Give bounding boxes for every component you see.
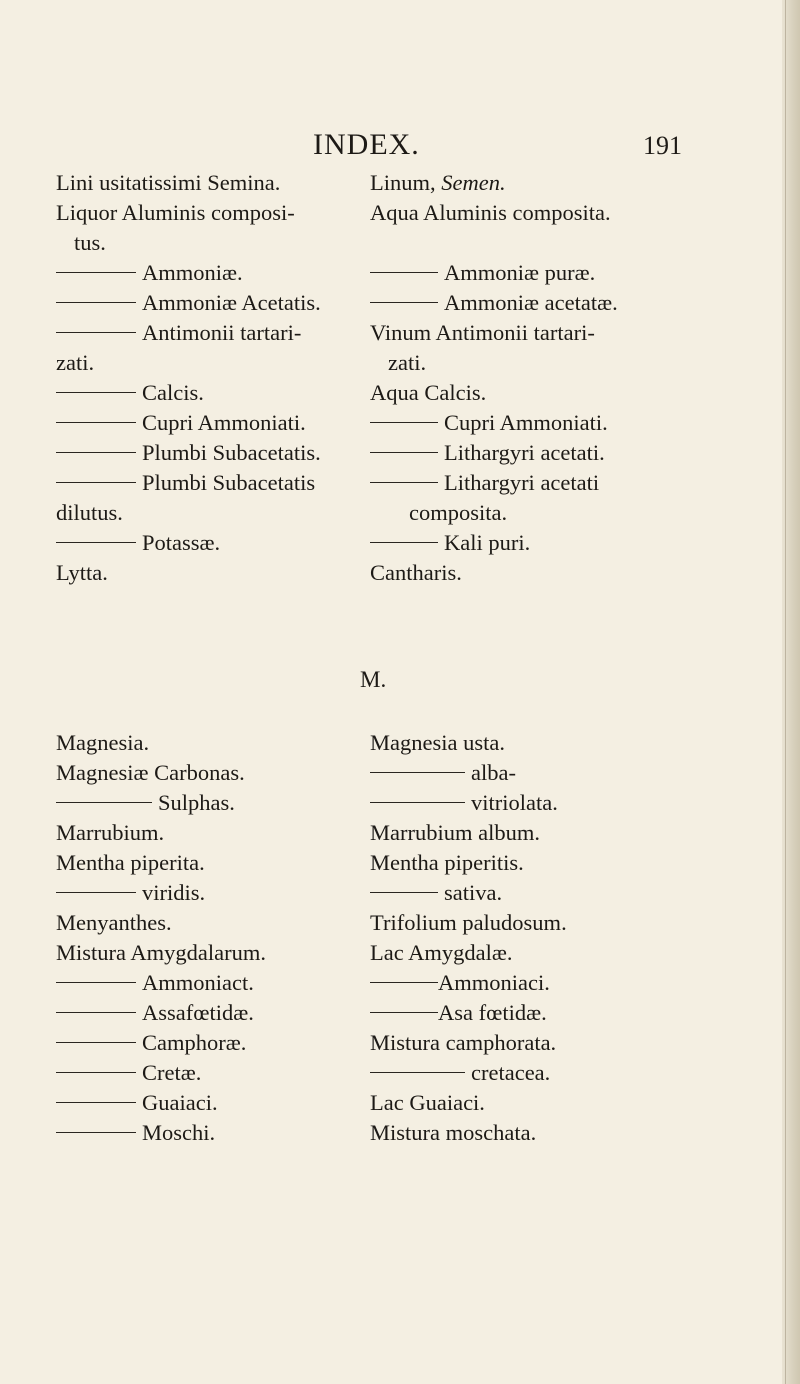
former-name: Lac Guaiaci. [370,1090,485,1115]
index-row [0,788,780,818]
official-name: Menyanthes. [56,910,172,935]
page-title: INDEX. [313,128,420,161]
index-row [0,228,780,258]
index-row [0,1118,780,1148]
official-name: Sulphas. [56,788,356,818]
official-name: Magnesia. [56,730,150,755]
former-name: Aqua Calcis. [370,380,487,405]
official-name: Moschi. [56,1118,356,1148]
former-name: Kali puri. [370,528,670,558]
index-row [0,968,780,998]
index-row [0,168,780,198]
former-name: composita. [409,500,508,525]
official-name: tus. [74,230,106,255]
former-name: zati. [388,350,427,375]
index-row [0,878,780,908]
former-name: Mistura moschata. [370,1120,537,1145]
index-row [0,408,780,438]
official-name: Antimonii tartari- [56,318,356,348]
official-name: Ammoniact. [56,968,356,998]
index-row [0,498,780,528]
index-section-l [0,168,780,588]
index-row [0,348,780,378]
index-row [0,438,780,468]
former-name: Lithargyri acetati. [370,438,670,468]
index-row [0,1088,780,1118]
official-name: Cretæ. [56,1058,356,1088]
index-row [0,998,780,1028]
index-row [0,318,780,348]
former-name: Ammoniæ puræ. [370,258,670,288]
index-row [0,818,780,848]
former-name: sativa. [370,878,670,908]
index-row [0,198,780,228]
index-row [0,758,780,788]
former-name: Lithargyri acetati [370,468,670,498]
index-row [0,258,780,288]
page-header [0,128,780,168]
index-row [0,288,780,318]
page-edge [782,0,800,1384]
official-name: Ammoniæ. [56,258,356,288]
official-name: Guaiaci. [56,1088,356,1118]
index-row [0,848,780,878]
former-name: Trifolium paludosum. [370,910,567,935]
official-name: Magnesiæ Carbonas. [56,760,245,785]
former-name: Ammoniaci. [370,968,670,998]
index-row [0,908,780,938]
former-name: cretacea. [370,1058,670,1088]
index-row [0,938,780,968]
official-name: Lini usitatissimi Semina. [56,170,281,195]
index-row [0,378,780,408]
former-name: Lac Amygdalæ. [370,940,513,965]
official-name: viridis. [56,878,356,908]
official-name: Lytta. [56,560,108,585]
official-name: Ammoniæ Acetatis. [56,288,356,318]
index-row [0,558,780,588]
former-name: Cantharis. [370,560,462,585]
section-letter: M. [360,667,387,692]
former-name: Ammoniæ acetatæ. [370,288,670,318]
former-name: Cupri Ammoniati. [370,408,670,438]
official-name: zati. [56,350,95,375]
official-name: dilutus. [56,500,123,525]
index-section-m [0,728,780,1148]
former-name: alba- [370,758,670,788]
official-name: Cupri Ammoniati. [56,408,356,438]
index-row [0,1058,780,1088]
index-row [0,528,780,558]
official-name: Liquor Aluminis composi- [56,200,295,225]
official-name: Potassæ. [56,528,356,558]
former-name: Aqua Aluminis composita. [370,200,611,225]
former-name: Asa fœtidæ. [370,998,670,1028]
former-name: Vinum Antimonii tartari- [370,320,595,345]
official-name: Mentha piperita. [56,850,205,875]
page-number: 191 [643,131,682,160]
former-name: Mentha piperitis. [370,850,524,875]
official-name: Plumbi Subacetatis. [56,438,356,468]
former-name: Linum, Semen. [370,170,506,195]
index-row [0,728,780,758]
index-row [0,1028,780,1058]
official-name: Mistura Amygdalarum. [56,940,266,965]
former-name: Magnesia usta. [370,730,505,755]
former-name: Marrubium album. [370,820,540,845]
index-row [0,468,780,498]
official-name: Assafœtidæ. [56,998,356,1028]
former-name: Mistura camphorata. [370,1030,557,1055]
official-name: Calcis. [56,378,356,408]
former-name: vitriolata. [370,788,670,818]
official-name: Plumbi Subacetatis [56,468,356,498]
official-name: Marrubium. [56,820,165,845]
official-name: Camphoræ. [56,1028,356,1058]
